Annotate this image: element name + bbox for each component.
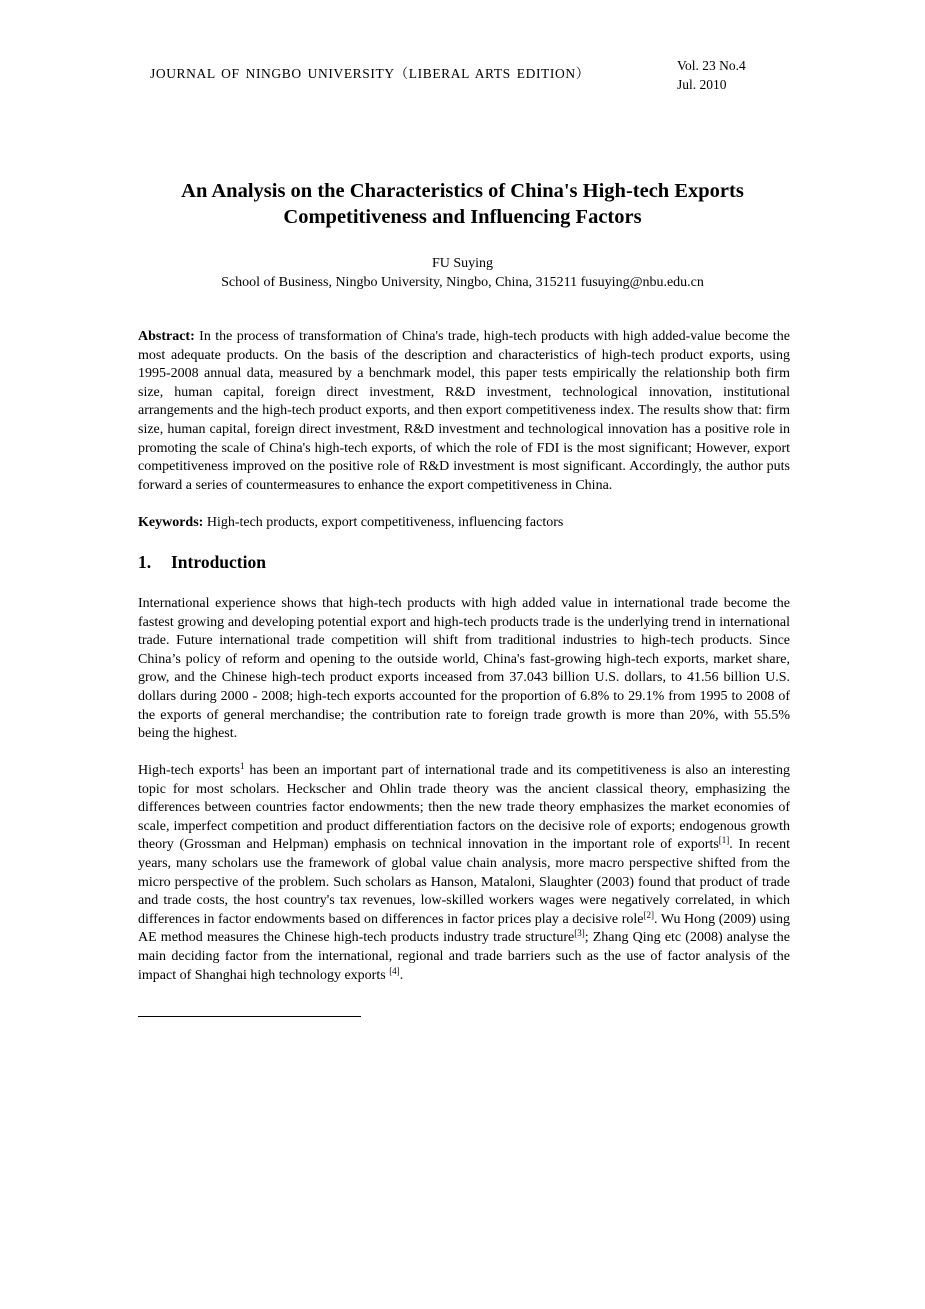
volume-number: Vol. 23 No.4 <box>677 58 746 73</box>
citation-ref: [1] <box>718 835 730 846</box>
author-block <box>100 254 825 292</box>
abstract-label: Abstract: <box>138 329 195 344</box>
keywords-label: Keywords: <box>138 515 204 530</box>
author-name: FU Suying <box>431 256 494 271</box>
paragraph-text: has been an important part of international trade and its competitiveness is also an interesting topic for most scholars. Heckscher and Ohlin trade theory was the ancient classical theory, emphasizing the differences between countries factor endowments; then the new trade theory emphasizes the market economies of scale, imperfect competition and product differentiation factors on the decisive role of exports; endogenous growth theory (Grossman and Helpman) emphasis on technical innovation in the important role of exports <box>138 763 790 853</box>
introduction-paragraph-2 <box>138 762 790 985</box>
paragraph-text: ; Zhang Qing etc (2008) analyse the main deciding factor from the international, regional and trade barriers such as the use of factor analysis of the impact of Shanghai high technology exports <box>138 930 790 983</box>
introduction-paragraph-1: International experience shows that high-tech products with high added value in international trade become the fastest growing and developing potential export and high-tech products trade is the underlying trend in international trade. Future international trade competition will shift from traditional industries to high-tech products. Since China’s policy of reform and opening to the outside world, China's fast-growing high-tech exports, market share, grow, and the Chinese high-tech product exports inceased from 37.043 billion U.S. dollars, to 41.56 billion U.S. dollars during 2000 - 2008; high-tech exports accounted for the proportion of 6.8% to 29.1% from 1995 to 2008 of the exports of general merchandise; the contribution rate to foreign trade growth is more than 20%, with 55.5% being the highest. <box>138 596 790 742</box>
title-line-1: An Analysis on the Characteristics of China's High-tech Exports <box>181 180 744 202</box>
abstract-text: In the process of transformation of China's trade, high-tech products with high added-value become the most adequate products. On the basis of the description and characteristics of high-tech product exports, using 1995-2008 annual data, measured by a benchmark model, this paper tests empirically the relationship both firm size, human capital, foreign direct investment, R&D investment, technological innovation, institutional arrangements and the high-tech product exports, and then export competitiveness index. The results show that: firm size, human capital, foreign direct investment, R&D investment and technological innovation has a positive role in promoting the scale of China's high-tech exports, of which the role of FDI is the most significant; However, export competitiveness improved on the positive role of R&D investment is most significant. Accordingly, the author puts forward a series of countermeasures to enhance the export competitiveness in China. <box>138 329 791 493</box>
abstract <box>138 328 790 495</box>
footnote-marker: 1 <box>240 761 245 771</box>
paragraph-text: High-tech exports <box>138 763 241 778</box>
paragraph-text: . <box>399 967 404 983</box>
paper-title <box>100 178 825 230</box>
keywords-text: High-tech products, export competitiveness, influencing factors <box>206 515 564 530</box>
journal-name: JOURNAL OF NINGBO UNIVERSITY（LIBERAL ARTS EDITION） <box>150 66 590 81</box>
citation-ref: [4] <box>389 965 400 976</box>
issue-date: Jul. 2010 <box>677 77 727 92</box>
author-affiliation: School of Business, Ningbo University, Ningbo, China, 315211 fusuying@nbu.edu.cn <box>221 275 704 290</box>
section-title: Introduction <box>171 552 266 572</box>
section-heading-introduction <box>138 552 266 573</box>
citation-ref: [3] <box>574 928 585 939</box>
citation-ref: [2] <box>643 909 654 920</box>
issue-info <box>677 56 746 94</box>
footnote-rule <box>138 1016 361 1017</box>
section-number: 1. <box>138 552 152 572</box>
title-line-2: Competitiveness and Influencing Factors <box>283 206 642 228</box>
keywords <box>138 514 790 533</box>
paragraph-text: . In recent years, many scholars use the framework of global value chain analysis, more macro perspective shifted from the micro perspective of the problem. Such scholars as Hanson, Mataloni, Slaughter (2003) found that product of trade and trade costs, the host country's tax revenues, low-skilled workers wages were negatively correlated, in which differences in factor endowments based on differences in factor prices play a decisive role <box>138 837 790 927</box>
paragraph-text: . Wu Hong (2009) using AE method measures the Chinese high-tech products industry trade structure <box>138 911 790 946</box>
